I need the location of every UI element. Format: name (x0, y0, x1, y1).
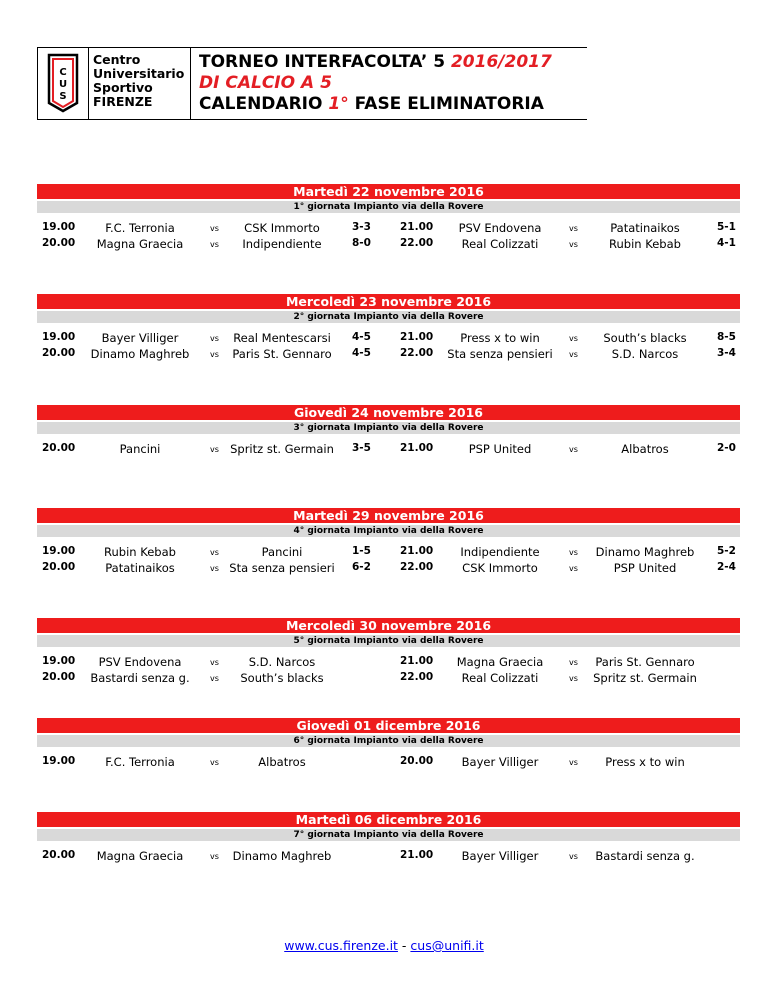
match-time: 20.00 (42, 849, 76, 861)
svg-text:U: U (58, 79, 68, 90)
org-line: Centro (93, 52, 141, 67)
title-line-1: TORNEO INTERFACOLTA’ 5 (199, 52, 451, 72)
match-time: 20.00 (42, 671, 76, 683)
home-team: Bayer Villiger (461, 849, 539, 863)
vs-label: vs (210, 758, 219, 767)
match-time: 22.00 (400, 237, 434, 249)
home-team: PSV Endovena (98, 655, 182, 669)
match-row (37, 442, 740, 458)
matchday-date: Giovedì 24 novembre 2016 (37, 405, 740, 420)
org-line: Universitario (93, 66, 185, 81)
home-team: Magna Graecia (96, 849, 184, 863)
match-time: 21.00 (400, 849, 434, 861)
matchday-venue: 4° giornata Impianto via della Rovere (37, 525, 740, 537)
match-score: 8-0 (352, 237, 371, 249)
match-time: 21.00 (400, 331, 434, 343)
match-score: 5-2 (717, 545, 736, 557)
away-team: South’s blacks (240, 671, 324, 685)
matchday-block (37, 718, 740, 808)
home-team: CSK Immorto (462, 561, 538, 575)
matchday-venue: 3° giornata Impianto via della Rovere (37, 422, 740, 434)
title-line-3-suffix: FASE ELIMINATORIA (348, 94, 544, 114)
home-team: F.C. Terronia (105, 755, 175, 769)
match-score: 1-5 (352, 545, 371, 557)
match-time: 21.00 (400, 545, 434, 557)
away-team: PSP United (613, 561, 677, 575)
vs-label: vs (569, 548, 578, 557)
website-link[interactable]: www.cus.firenze.it (284, 938, 398, 953)
vs-label: vs (569, 852, 578, 861)
vs-label: vs (569, 445, 578, 454)
away-team: South’s blacks (603, 331, 687, 345)
away-team: Indipendiente (242, 237, 322, 251)
vs-label: vs (569, 334, 578, 343)
match-score: 2-4 (717, 561, 736, 573)
home-team: Bayer Villiger (461, 755, 539, 769)
away-team: Dinamo Maghreb (232, 849, 332, 863)
match-score: 3-3 (352, 221, 371, 233)
vs-label: vs (210, 674, 219, 683)
matchday-block (37, 184, 740, 274)
vs-label: vs (210, 658, 219, 667)
home-team: Magna Graecia (96, 237, 184, 251)
email-link[interactable]: cus@unifi.it (410, 938, 484, 953)
home-team: Dinamo Maghreb (90, 347, 190, 361)
vs-label: vs (210, 334, 219, 343)
away-team: CSK Immorto (244, 221, 320, 235)
match-time: 21.00 (400, 221, 434, 233)
home-team: Bastardi senza g. (90, 671, 190, 685)
home-team: Sta senza pensieri (447, 347, 553, 361)
vs-label: vs (210, 350, 219, 359)
match-row (37, 221, 740, 237)
home-team: Press x to win (460, 331, 540, 345)
vs-label: vs (210, 852, 219, 861)
matchday-venue: 6° giornata Impianto via della Rovere (37, 735, 740, 747)
away-team: Rubin Kebab (609, 237, 681, 251)
footer (0, 938, 768, 953)
match-time: 19.00 (42, 331, 76, 343)
vs-label: vs (569, 350, 578, 359)
match-score: 3-4 (717, 347, 736, 359)
match-row (37, 545, 740, 561)
away-team: Real Mentescarsi (233, 331, 331, 345)
matchday-block (37, 618, 740, 708)
home-team: PSV Endovena (458, 221, 542, 235)
away-team: Paris St. Gennaro (232, 347, 332, 361)
svg-text:S: S (59, 91, 67, 102)
organization-name (88, 48, 191, 119)
match-time: 19.00 (42, 545, 76, 557)
away-team: Pancini (261, 545, 303, 559)
match-time: 22.00 (400, 561, 434, 573)
svg-text:C: C (59, 67, 67, 78)
match-row (37, 331, 740, 347)
match-row (37, 671, 740, 687)
matchday-block (37, 294, 740, 384)
away-team: Spritz st. Germain (230, 442, 334, 456)
home-team: F.C. Terronia (105, 221, 175, 235)
home-team: Rubin Kebab (104, 545, 176, 559)
matchday-date: Martedì 06 dicembre 2016 (37, 812, 740, 827)
match-row (37, 347, 740, 363)
matchday-venue: 2° giornata Impianto via della Rovere (37, 311, 740, 323)
matchday-date: Martedì 29 novembre 2016 (37, 508, 740, 523)
match-time: 22.00 (400, 671, 434, 683)
matchday-venue: 1° giornata Impianto via della Rovere (37, 201, 740, 213)
vs-label: vs (569, 674, 578, 683)
phase-number: 1° (328, 94, 349, 114)
matchday-block (37, 812, 740, 902)
season-label: 2016/2017 (450, 52, 552, 72)
match-row (37, 561, 740, 577)
away-team: S.D. Narcos (611, 347, 679, 361)
away-team: Albatros (258, 755, 306, 769)
matchday-date: Mercoledì 23 novembre 2016 (37, 294, 740, 309)
match-score: 4-5 (352, 331, 371, 343)
match-time: 20.00 (400, 755, 434, 767)
vs-label: vs (569, 758, 578, 767)
footer-separator: - (397, 938, 411, 953)
match-score: 4-1 (717, 237, 736, 249)
match-time: 20.00 (42, 442, 76, 454)
home-team: Indipendiente (460, 545, 540, 559)
page-header (37, 47, 587, 120)
vs-label: vs (569, 224, 578, 233)
matchday-block (37, 508, 740, 598)
away-team: Patatinaikos (610, 221, 680, 235)
vs-label: vs (569, 658, 578, 667)
vs-label: vs (210, 548, 219, 557)
home-team: Bayer Villiger (101, 331, 179, 345)
matchday-date: Mercoledì 30 novembre 2016 (37, 618, 740, 633)
title-line-2: DI CALCIO A 5 (199, 73, 332, 93)
document-title (199, 52, 552, 115)
vs-label: vs (210, 240, 219, 249)
match-time: 20.00 (42, 237, 76, 249)
match-score: 6-2 (352, 561, 371, 573)
org-line: Sportivo (93, 80, 153, 95)
matchday-venue: 5° giornata Impianto via della Rovere (37, 635, 740, 647)
matchday-block (37, 405, 740, 495)
matchday-date: Giovedì 01 dicembre 2016 (37, 718, 740, 733)
away-team: Paris St. Gennaro (595, 655, 695, 669)
match-row (37, 655, 740, 671)
vs-label: vs (569, 564, 578, 573)
home-team: Pancini (119, 442, 161, 456)
away-team: Dinamo Maghreb (595, 545, 695, 559)
match-score: 8-5 (717, 331, 736, 343)
match-time: 21.00 (400, 655, 434, 667)
vs-label: vs (569, 240, 578, 249)
vs-label: vs (210, 564, 219, 573)
match-row (37, 755, 740, 771)
home-team: Real Colizzati (461, 237, 539, 251)
vs-label: vs (210, 224, 219, 233)
match-time: 21.00 (400, 442, 434, 454)
match-time: 19.00 (42, 221, 76, 233)
home-team: Magna Graecia (456, 655, 544, 669)
matchday-venue: 7° giornata Impianto via della Rovere (37, 829, 740, 841)
match-time: 19.00 (42, 755, 76, 767)
match-score: 3-5 (352, 442, 371, 454)
away-team: Albatros (621, 442, 669, 456)
away-team: Press x to win (605, 755, 685, 769)
match-time: 20.00 (42, 347, 76, 359)
match-score: 4-5 (352, 347, 371, 359)
vs-label: vs (210, 445, 219, 454)
match-score: 5-1 (717, 221, 736, 233)
title-line-3: CALENDARIO (199, 94, 329, 114)
home-team: Patatinaikos (105, 561, 175, 575)
home-team: Real Colizzati (461, 671, 539, 685)
match-row (37, 237, 740, 253)
home-team: PSP United (468, 442, 532, 456)
match-score: 2-0 (717, 442, 736, 454)
match-time: 22.00 (400, 347, 434, 359)
away-team: S.D. Narcos (248, 655, 316, 669)
match-time: 20.00 (42, 561, 76, 573)
away-team: Spritz st. Germain (593, 671, 697, 685)
away-team: Sta senza pensieri (229, 561, 335, 575)
cus-logo (37, 48, 89, 119)
matchday-date: Martedì 22 novembre 2016 (37, 184, 740, 199)
away-team: Bastardi senza g. (595, 849, 695, 863)
match-row (37, 849, 740, 865)
match-time: 19.00 (42, 655, 76, 667)
org-line: FIRENZE (93, 94, 153, 109)
